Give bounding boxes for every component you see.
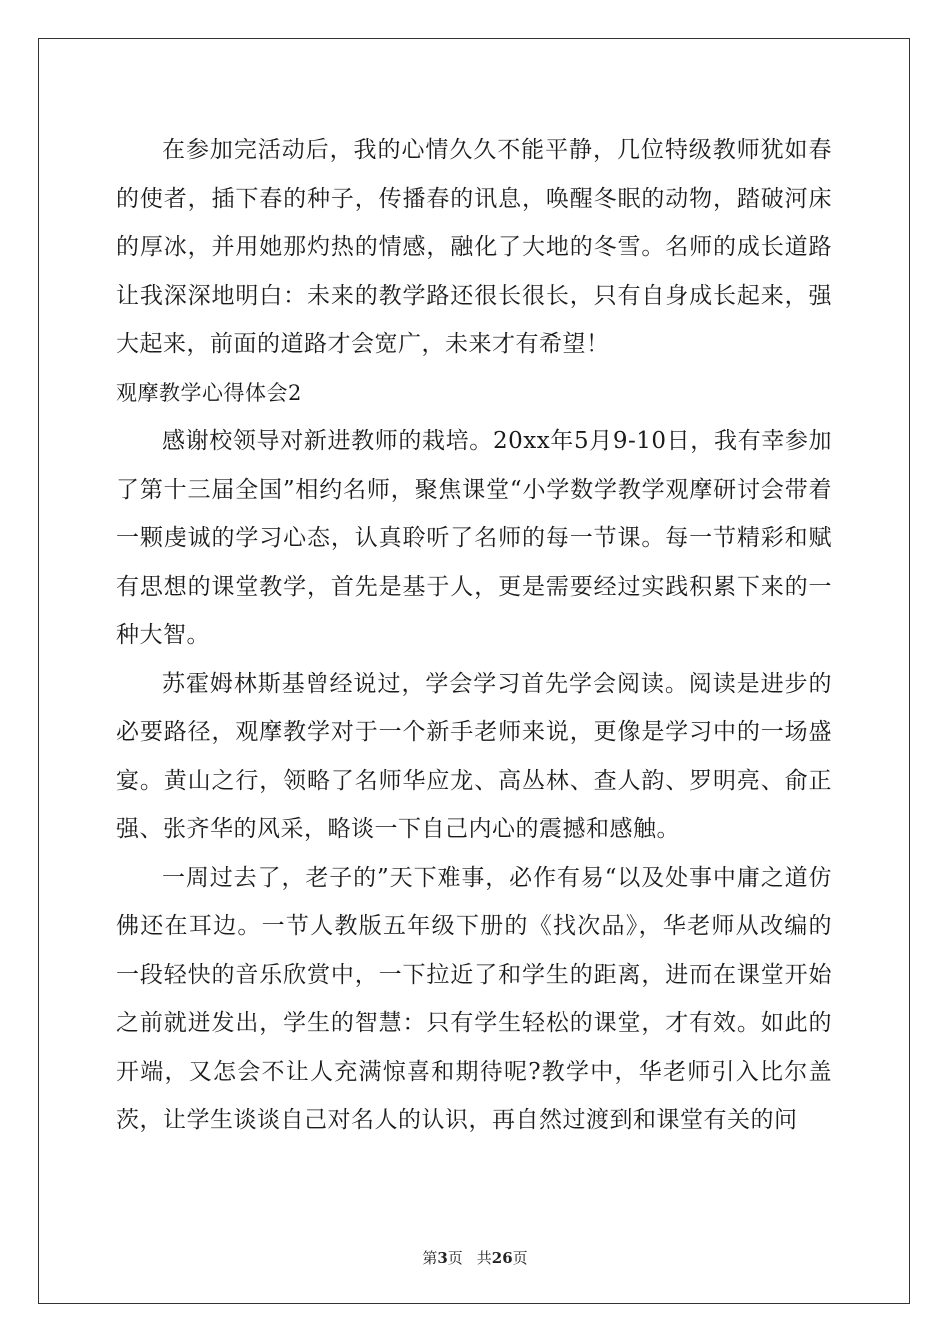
section-heading: 观摩教学心得体会2 <box>116 380 302 405</box>
page-footer <box>0 1247 950 1268</box>
document-body <box>116 126 832 1145</box>
page-suffix: 页 <box>447 1249 463 1267</box>
paragraph-3: 苏霍姆林斯基曾经说过，学会学习首先学会阅读。阅读是进步的必要路径，观摩教学对于一个新手老师来说，更像是学习中的一场盛宴。黄山之行，领略了名师华应龙、高丛林、查人韵、罗明亮、俞正强、张齐华的风采，略谈一下自己内心的震撼和感触。 <box>116 670 832 842</box>
page-prefix: 第 <box>422 1249 438 1267</box>
paragraph-4: 一周过去了，老子的”天下难事，必作有易“以及处事中庸之道仿佛还在耳边。一节人教版五年级下册的《找次品》，华老师从改编的一段轻快的音乐欣赏中，一下拉近了和学生的距离，进而在课堂开始之前就迸发出，学生的智慧：只有学生轻松的课堂，才有效。如此的开端，又怎会不让人充满惊喜和期待呢?教学中，华老师引入比尔盖茨，让学生谈谈自己对名人的认识，再自然过渡到和课堂有关的问 <box>116 864 832 1133</box>
total-suffix: 页 <box>512 1249 528 1267</box>
total-prefix: 共 <box>476 1249 492 1267</box>
paragraph-2: 感谢校领导对新进教师的栽培。20xx年5月9-10日，我有幸参加了第十三届全国”相约名师，聚焦课堂“小学数学教学观摩研讨会带着一颗虔诚的学习心态，认真聆听了名师的每一节课。每一节精彩和赋有思想的课堂教学，首先是基于人，更是需要经过实践积累下来的一种大智。 <box>116 428 832 648</box>
page-current: 3 <box>437 1249 448 1267</box>
paragraph-1: 在参加完活动后，我的心情久久不能平静，几位特级教师犹如春的使者，插下春的种子，传播春的讯息，唤醒冬眠的动物，踏破河床的厚冰，并用她那灼热的情感，融化了大地的冬雪。名师的成长道路让我深深地明白：未来的教学路还很长很长，只有自身成长起来，强大起来，前面的道路才会宽广，未来才有希望！ <box>116 137 832 357</box>
page-total: 26 <box>491 1249 513 1267</box>
